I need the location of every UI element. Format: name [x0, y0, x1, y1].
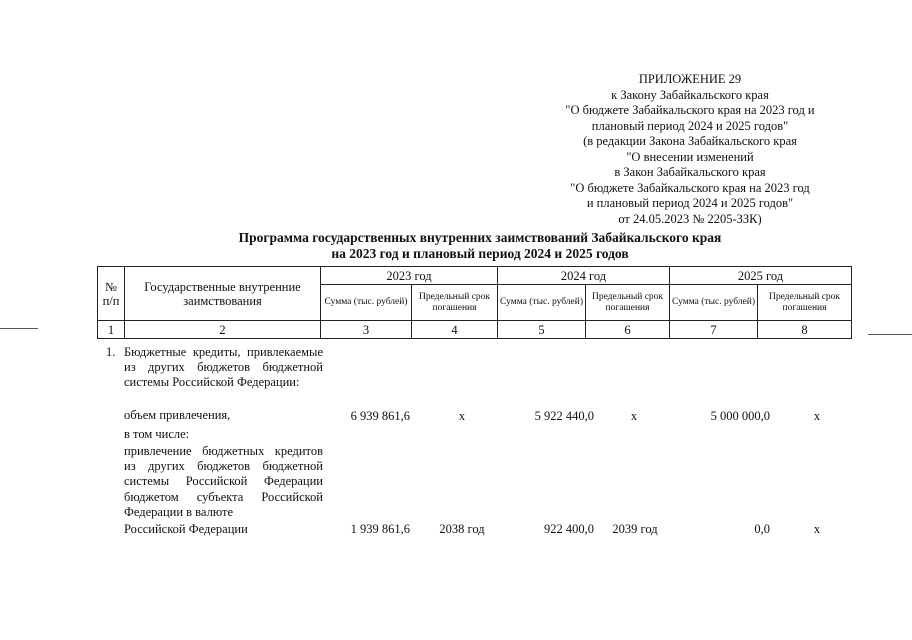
appendix-line: "О бюджете Забайкальского края на 2023 год и [565, 103, 815, 117]
sub-term-2024: 2039 год [612, 522, 658, 536]
volume-sum-2025: 5 000 000,0 [710, 409, 770, 423]
scan-mark [0, 328, 38, 329]
header-year-2024: 2024 год [498, 267, 670, 285]
column-number: 4 [412, 321, 498, 339]
volume-term-2024: х [630, 409, 638, 423]
appendix-line: ПРИЛОЖЕНИЕ 29 [638, 72, 742, 86]
column-number: 6 [586, 321, 670, 339]
header-sum-2023: Сумма (тыс. рублей) [321, 285, 412, 321]
table-header [97, 266, 852, 339]
column-number: 8 [758, 321, 852, 339]
column-number: 2 [125, 321, 321, 339]
column-number: 3 [321, 321, 412, 339]
volume-term-2025: х [813, 409, 821, 423]
sub-sum-2024: 922 400,0 [544, 522, 594, 536]
scan-mark [868, 334, 912, 335]
header-name: Государственные внутренние заимствования [125, 267, 321, 321]
appendix-line: "О внесении изменений [626, 149, 754, 164]
sub-sum-2023: 1 939 861,6 [350, 522, 410, 536]
volume-sum-2024: 5 922 440,0 [534, 409, 594, 423]
header-year-2025: 2025 год [670, 267, 852, 285]
title-line-2: на 2023 год и плановый период 2024 и 2025 годов [331, 246, 629, 261]
item-title: Бюджетные кредиты, привлекаемые из других бюджетов бюджетной системы Российской Федерации: [124, 345, 323, 390]
appendix-line: от 24.05.2023 № 2205-ЗЗК) [618, 211, 762, 226]
appendix-line: плановый период 2024 и 2025 годов" [591, 118, 789, 133]
appendix-line: в Закон Забайкальского края [614, 165, 766, 179]
volume-term-2023: х [458, 409, 466, 423]
column-number: 7 [670, 321, 758, 339]
header-term-2023: Предельный срок погашения [412, 285, 498, 321]
header-sum-2025: Сумма (тыс. рублей) [670, 285, 758, 321]
volume-sum-2023: 6 939 861,6 [350, 409, 410, 423]
including-label: в том числе: [124, 427, 190, 441]
appendix-line: "О бюджете Забайкальского края на 2023 год [570, 180, 810, 195]
header-year-2023: 2023 год [321, 267, 498, 285]
sub-term-2025: х [813, 522, 821, 536]
title-line-1: Программа государственных внутренних заимствований Забайкальского края [238, 230, 722, 245]
sub-term-2023: 2038 год [439, 522, 485, 536]
volume-label: объем привлечения, [124, 408, 231, 422]
appendix-header [540, 72, 840, 227]
sub-sum-2025: 0,0 [754, 522, 770, 536]
document-title [170, 230, 790, 262]
item-number: 1. [106, 345, 116, 359]
header-term-2024: Предельный срок погашения [586, 285, 670, 321]
sub-item-title: привлечение бюджетных кредитов из других бюджетов бюджетной системы Российской Федерации бюджетом субъекта Российской Федерации в валюте [124, 444, 323, 519]
appendix-line: (в редакции Закона Забайкальского края [583, 134, 797, 148]
column-number: 5 [498, 321, 586, 339]
header-sum-2024: Сумма (тыс. рублей) [498, 285, 586, 321]
sub-item-title-last: Российской Федерации [124, 522, 248, 536]
appendix-line: к Закону Забайкальского края [611, 87, 769, 102]
appendix-line: и плановый период 2024 и 2025 годов" [586, 196, 794, 210]
header-term-2025: Предельный срок погашения [758, 285, 852, 321]
header-number: № п/п [98, 267, 125, 321]
column-number: 1 [98, 321, 125, 339]
